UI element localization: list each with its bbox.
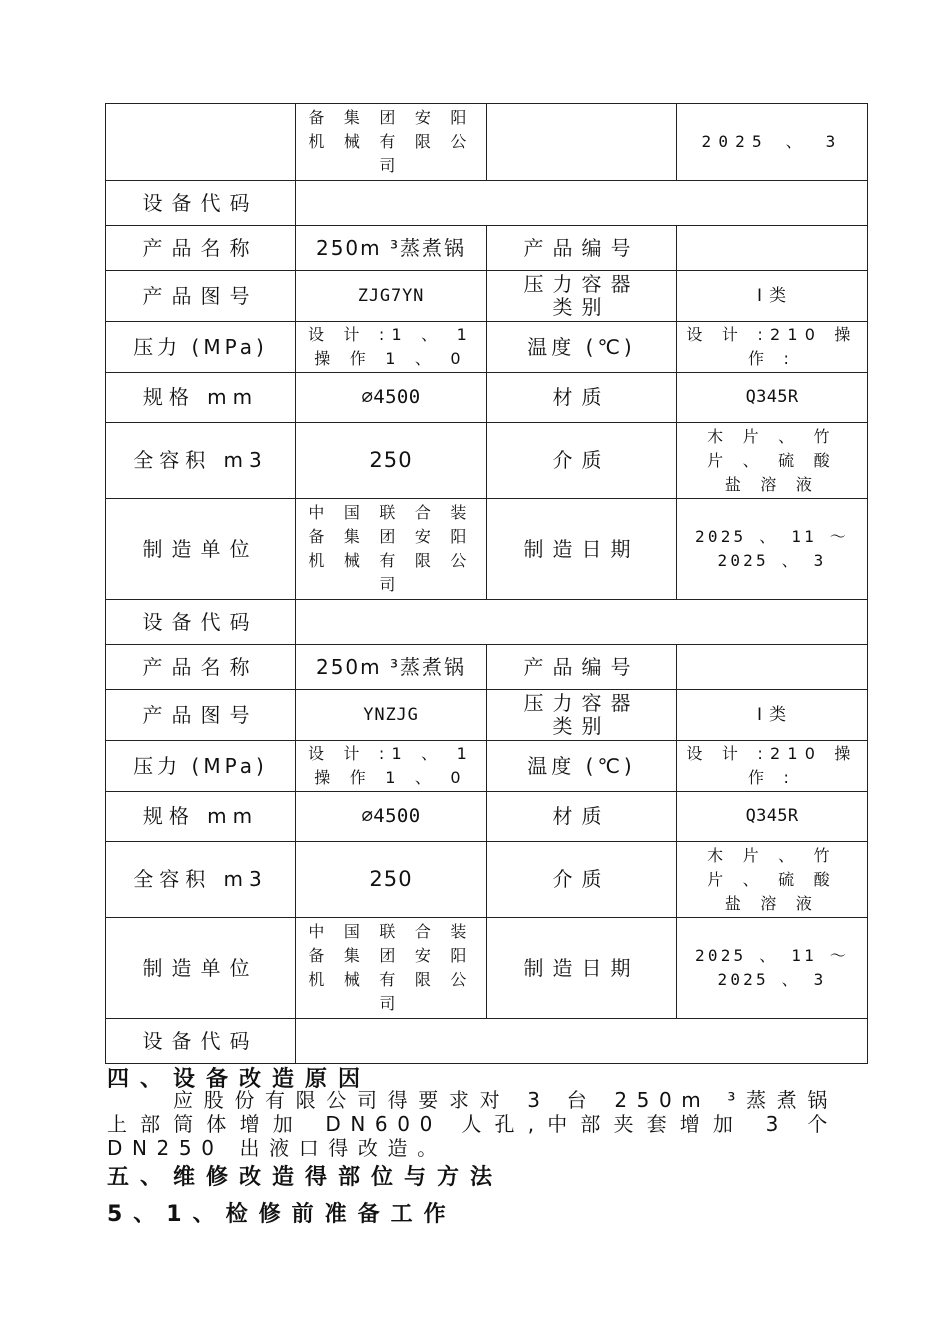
- temperature-label: 温度 (℃): [487, 322, 677, 373]
- table-row: [106, 690, 868, 741]
- table-row: [106, 918, 868, 1019]
- product-no-label: 产品编号: [487, 226, 677, 271]
- table-row: [106, 499, 868, 600]
- pressure-value: 设 计 :1 、 1 操 作 1 、 0: [296, 322, 487, 373]
- section-4-body: 应股份有限公司得要求对 3 台 250m ³蒸煮锅上部筒体增加 DN600 人孔,中部夹套增加 3 个 DN250 出液口得改造。: [107, 1088, 837, 1160]
- manufacture-date-value: 2025 、 11 ～ 2025 、 3: [677, 918, 868, 1019]
- drawing-no-label: 产品图号: [106, 690, 296, 741]
- equipment-code-value: [296, 1019, 868, 1064]
- spec-value: ∅4500: [296, 373, 487, 423]
- table-row: [106, 271, 868, 322]
- product-no-label: 产品编号: [487, 645, 677, 690]
- table-row: [106, 322, 868, 373]
- equipment-code-label: 设备代码: [106, 1019, 296, 1064]
- product-name-label: 产品名称: [106, 645, 296, 690]
- table-row: [106, 104, 868, 181]
- maker-label: 制造单位: [106, 499, 296, 600]
- equipment-code-value: [296, 181, 868, 226]
- product-no-value: [677, 645, 868, 690]
- equipment-code-label: 设备代码: [106, 181, 296, 226]
- product-name-value: 250m ³蒸煮锅: [296, 226, 487, 271]
- material-value: Q345R: [677, 792, 868, 842]
- table-row: [106, 373, 868, 423]
- volume-label: 全容积 m3: [106, 423, 296, 499]
- drawing-no-value: ZJG7YN: [296, 271, 487, 322]
- vessel-class-label: 压力容器 类别: [487, 690, 677, 741]
- table-cell: [487, 104, 677, 181]
- maker-value: 中 国 联 合 装 备 集 团 安 阳 机 械 有 限 公 司: [296, 499, 487, 600]
- maker-continued-cell: 备 集 团 安 阳 机 械 有 限 公 司: [296, 104, 487, 181]
- temperature-value: 设 计 :210 操 作 :: [677, 322, 868, 373]
- volume-value: 250: [296, 423, 487, 499]
- equipment-spec-table: [105, 103, 868, 1064]
- table-row: [106, 741, 868, 792]
- table-row: [106, 600, 868, 645]
- equipment-code-label: 设备代码: [106, 600, 296, 645]
- drawing-no-label: 产品图号: [106, 271, 296, 322]
- volume-label: 全容积 m3: [106, 842, 296, 918]
- product-name-value: 250m ³蒸煮锅: [296, 645, 487, 690]
- material-value: Q345R: [677, 373, 868, 423]
- table-row: [106, 423, 868, 499]
- pressure-label: 压力 (MPa): [106, 322, 296, 373]
- temperature-value: 设 计 :210 操 作 :: [677, 741, 868, 792]
- material-label: 材质: [487, 792, 677, 842]
- section-5-1-heading: 5、1、检修前准备工作: [107, 1202, 457, 1227]
- vessel-class-value: I 类: [677, 690, 868, 741]
- pressure-value: 设 计 :1 、 1 操 作 1 、 0: [296, 741, 487, 792]
- drawing-no-value: YNZJG: [296, 690, 487, 741]
- maker-label: 制造单位: [106, 918, 296, 1019]
- vessel-class-value: I 类: [677, 271, 868, 322]
- temperature-label: 温度 (℃): [487, 741, 677, 792]
- table-row: [106, 792, 868, 842]
- table-row: [106, 842, 868, 918]
- product-no-value: [677, 226, 868, 271]
- maker-value: 中 国 联 合 装 备 集 团 安 阳 机 械 有 限 公 司: [296, 918, 487, 1019]
- section-4-heading: 四、设备改造原因: [107, 1067, 372, 1092]
- date-continued-cell: 2025 、 3: [677, 104, 868, 181]
- table-row: [106, 1019, 868, 1064]
- medium-label: 介质: [487, 842, 677, 918]
- manufacture-date-label: 制造日期: [487, 499, 677, 600]
- table-row: [106, 645, 868, 690]
- table-cell: [106, 104, 296, 181]
- spec-value: ∅4500: [296, 792, 487, 842]
- equipment-code-value: [296, 600, 868, 645]
- volume-value: 250: [296, 842, 487, 918]
- spec-label: 规格 mm: [106, 792, 296, 842]
- material-label: 材质: [487, 373, 677, 423]
- manufacture-date-value: 2025 、 11 ～ 2025 、 3: [677, 499, 868, 600]
- table-row: [106, 226, 868, 271]
- medium-value: 木 片 、 竹 片 、 硫 酸 盐 溶 液: [677, 842, 868, 918]
- pressure-label: 压力 (MPa): [106, 741, 296, 792]
- medium-label: 介质: [487, 423, 677, 499]
- table-row: [106, 181, 868, 226]
- spec-label: 规格 mm: [106, 373, 296, 423]
- product-name-label: 产品名称: [106, 226, 296, 271]
- vessel-class-label: 压力容器 类别: [487, 271, 677, 322]
- section-5-heading: 五、维修改造得部位与方法: [107, 1165, 504, 1190]
- medium-value: 木 片 、 竹 片 、 硫 酸 盐 溶 液: [677, 423, 868, 499]
- manufacture-date-label: 制造日期: [487, 918, 677, 1019]
